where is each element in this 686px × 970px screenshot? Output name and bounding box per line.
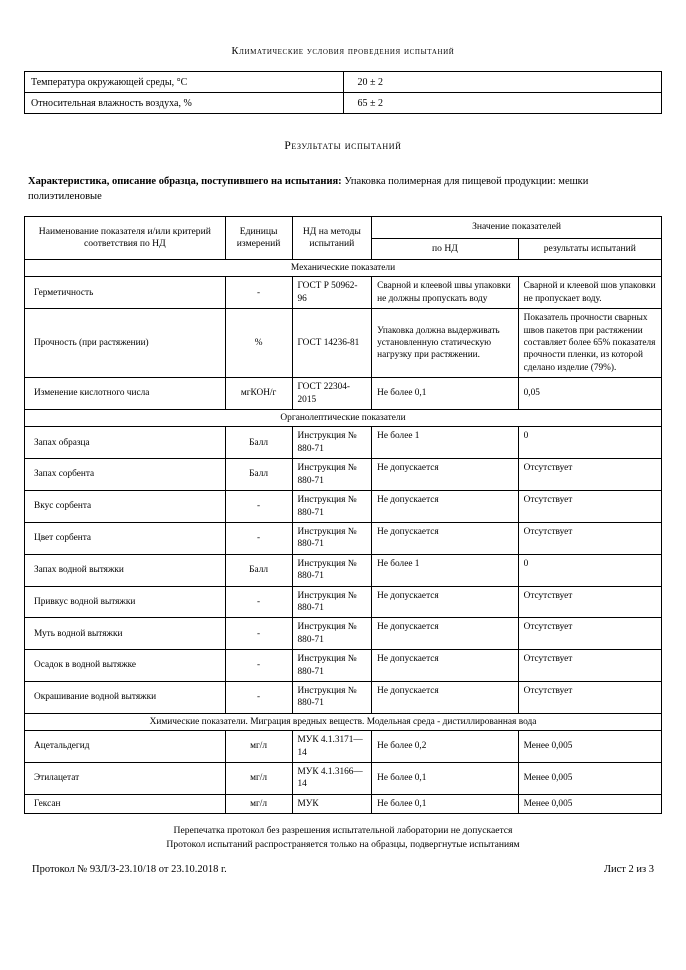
indicator-result: Отсутствует xyxy=(518,650,661,682)
footer-note-reprint: Перепечатка протокол без разрешения испытательной лаборатории не допускается xyxy=(173,825,513,837)
indicator-name: Этилацетат xyxy=(25,763,226,795)
indicator-method: Инструкция № 880-71 xyxy=(292,650,372,682)
indicator-name: Запах образца xyxy=(25,427,226,459)
indicator-name: Гексан xyxy=(25,794,226,813)
table-row xyxy=(25,277,662,309)
indicator-result: Менее 0,005 xyxy=(518,794,661,813)
indicator-name: Окрашивание водной вытяжки xyxy=(25,681,226,713)
indicator-method: Инструкция № 880-71 xyxy=(292,618,372,650)
footer-notes xyxy=(24,824,662,852)
indicator-units: - xyxy=(225,618,292,650)
indicator-nd: Не допускается xyxy=(372,618,519,650)
indicator-name: Прочность (при растяжении) xyxy=(25,309,226,378)
indicator-method: Инструкция № 880-71 xyxy=(292,427,372,459)
results-heading: Результаты испытаний xyxy=(284,140,402,152)
indicator-method: Инструкция № 880-71 xyxy=(292,491,372,523)
indicator-result: Отсутствует xyxy=(518,618,661,650)
header-value-group: Значение показателей xyxy=(372,217,662,239)
indicator-method: Инструкция № 880-71 xyxy=(292,554,372,586)
indicator-units: мг/л xyxy=(225,763,292,795)
indicator-result: 0 xyxy=(518,554,661,586)
table-row xyxy=(25,794,662,813)
climate-param: Температура окружающей среды, °С xyxy=(25,72,344,93)
table-row xyxy=(25,427,662,459)
section-title: Химические показатели. Миграция вредных веществ. Модельная среда - дистиллированная вода xyxy=(25,713,662,730)
indicator-name: Изменение кислотного числа xyxy=(25,378,226,410)
indicator-result: Показатель прочности сварных швов пакетов при растяжении составляет более 65% показателя прочности пленки, из которой сделано изделие (79%). xyxy=(518,309,661,378)
indicator-method: МУК 4.1.3166—14 xyxy=(292,763,372,795)
indicator-nd: Не более 0,1 xyxy=(372,763,519,795)
indicator-units: Балл xyxy=(225,459,292,491)
table-row xyxy=(25,731,662,763)
indicator-nd: Не более 1 xyxy=(372,427,519,459)
header-value-result: результаты испытаний xyxy=(518,238,661,260)
indicator-nd: Не более 0,1 xyxy=(372,378,519,410)
section-row xyxy=(25,260,662,277)
indicator-units: мг/л xyxy=(225,794,292,813)
table-row xyxy=(25,309,662,378)
indicator-name: Привкус водной вытяжки xyxy=(25,586,226,618)
climate-param: Относительная влажность воздуха, % xyxy=(25,93,344,114)
indicator-method: ГОСТ 14236-81 xyxy=(292,309,372,378)
indicator-result: Отсутствует xyxy=(518,459,661,491)
table-row xyxy=(25,93,662,114)
indicator-method: Инструкция № 880-71 xyxy=(292,681,372,713)
table-row xyxy=(25,522,662,554)
indicator-method: Инструкция № 880-71 xyxy=(292,522,372,554)
indicator-units: - xyxy=(225,650,292,682)
indicator-nd: Не допускается xyxy=(372,459,519,491)
table-row xyxy=(25,554,662,586)
footer-note-scope: Протокол испытаний распространяется только на образцы, подвергнутые испытаниям xyxy=(166,839,520,851)
indicator-units: - xyxy=(225,681,292,713)
page-number: Лист 2 из 3 xyxy=(603,864,654,876)
indicator-result: Сварной и клеевой шов упаковки не пропускает воду. xyxy=(518,277,661,309)
climate-value: 65 ± 2 xyxy=(343,93,662,114)
indicator-result: Отсутствует xyxy=(518,681,661,713)
footer-row xyxy=(24,864,662,875)
indicator-units: мг/л xyxy=(225,731,292,763)
indicator-name: Запах водной вытяжки xyxy=(25,554,226,586)
indicator-name: Вкус сорбента xyxy=(25,491,226,523)
indicator-units: - xyxy=(225,277,292,309)
table-row xyxy=(25,650,662,682)
characteristic-text: Упаковка полимерная для пищевой продукции: мешки полиэтиленовые xyxy=(28,176,589,202)
indicator-nd: Не допускается xyxy=(372,681,519,713)
indicator-method: Инструкция № 880-71 xyxy=(292,459,372,491)
indicator-method: ГОСТ 22304-2015 xyxy=(292,378,372,410)
indicator-units: - xyxy=(225,491,292,523)
header-name: Наименование показателя и/или критерий соответствия по НД xyxy=(25,217,226,260)
indicator-result: Отсутствует xyxy=(518,522,661,554)
indicator-nd: Не более 1 xyxy=(372,554,519,586)
indicator-nd: Сварной и клеевой швы упаковки не должны пропускать воду xyxy=(372,277,519,309)
indicator-nd: Не допускается xyxy=(372,586,519,618)
table-row xyxy=(25,763,662,795)
indicator-units: - xyxy=(225,522,292,554)
climate-heading: Климатические условия проведения испытаний xyxy=(231,46,455,57)
indicator-nd: Не допускается xyxy=(372,491,519,523)
table-row xyxy=(25,72,662,93)
table-row xyxy=(25,491,662,523)
indicator-result: Менее 0,005 xyxy=(518,731,661,763)
indicator-units: Балл xyxy=(225,554,292,586)
indicator-method: МУК xyxy=(292,794,372,813)
indicator-name: Муть водной вытяжки xyxy=(25,618,226,650)
indicator-units: % xyxy=(225,309,292,378)
table-row xyxy=(25,378,662,410)
indicator-units: Балл xyxy=(225,427,292,459)
indicator-nd: Не более 0,1 xyxy=(372,794,519,813)
indicator-method: МУК 4.1.3171—14 xyxy=(292,731,372,763)
section-row xyxy=(25,410,662,427)
indicator-name: Осадок в водной вытяжке xyxy=(25,650,226,682)
indicator-nd: Не допускается xyxy=(372,650,519,682)
indicator-result: Отсутствует xyxy=(518,491,661,523)
indicator-result: 0,05 xyxy=(518,378,661,410)
indicator-nd: Не допускается xyxy=(372,522,519,554)
sample-characteristic xyxy=(24,174,662,204)
indicator-result: Отсутствует xyxy=(518,586,661,618)
indicator-name: Ацетальдегид xyxy=(25,731,226,763)
climate-value: 20 ± 2 xyxy=(343,72,662,93)
indicator-name: Герметичность xyxy=(25,277,226,309)
indicator-name: Запах сорбента xyxy=(25,459,226,491)
indicator-units: - xyxy=(225,586,292,618)
table-row xyxy=(25,459,662,491)
indicator-nd: Не более 0,2 xyxy=(372,731,519,763)
indicator-method: Инструкция № 880-71 xyxy=(292,586,372,618)
indicator-method: ГОСТ Р 50962-96 xyxy=(292,277,372,309)
section-title: Органолептические показатели xyxy=(25,410,662,427)
indicator-result: 0 xyxy=(518,427,661,459)
climate-conditions-table xyxy=(24,71,662,114)
indicator-result: Менее 0,005 xyxy=(518,763,661,795)
header-value-nd: по НД xyxy=(372,238,519,260)
header-method: НД на методы испытаний xyxy=(292,217,372,260)
indicator-name: Цвет сорбента xyxy=(25,522,226,554)
table-row xyxy=(25,586,662,618)
table-row xyxy=(25,681,662,713)
section-row xyxy=(25,713,662,730)
header-units: Единицы измерений xyxy=(225,217,292,260)
indicator-nd: Упаковка должна выдерживать установленную статическую нагрузку при растяжении. xyxy=(372,309,519,378)
indicator-units: мгКОН/г xyxy=(225,378,292,410)
table-header-row xyxy=(25,217,662,239)
table-row xyxy=(25,618,662,650)
protocol-number: Протокол № 93Л/З-23.10/18 от 23.10.2018 г. xyxy=(32,864,227,876)
results-table xyxy=(24,216,662,814)
section-title: Механические показатели xyxy=(25,260,662,277)
characteristic-label: Характеристика, описание образца, поступившего на испытания: xyxy=(28,176,342,187)
